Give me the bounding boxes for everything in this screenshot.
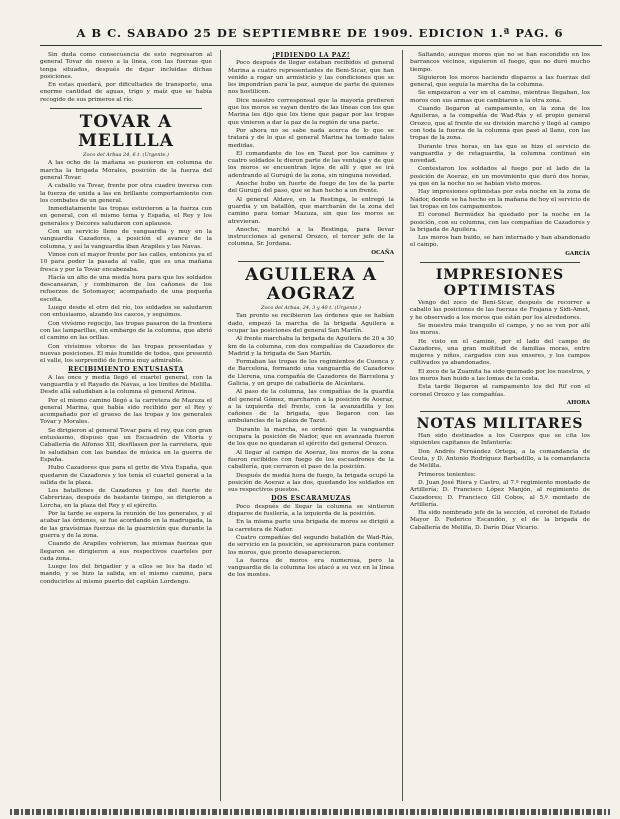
paragraph: Siguieron los moros haciendo disparos a las fuerzas del general, que seguía la marcha de la columna.	[410, 74, 590, 89]
paragraph: Cuando de Arapiles volvieron, las mismas fuerzas que llegaron se dirigieron a sus respectivos cuarteles por cada zona.	[40, 541, 212, 562]
paragraph: Con un servicio lleno de vanguardia y muy en la vanguardia Cazadores, a posición el avance de la columna, y así la vanguardia iban Arapiles y las Navas.	[40, 229, 212, 250]
paragraph: El comandante de los en Tazut por los caminos y cuatro soldados le dieron parte de las ventajas y de que los moros se encuentran lejos de allí y que se irá adentrando al Gurugú de la zona, sin ninguna novedad.	[228, 150, 394, 179]
paragraph: Don Andrés Fernández Ortega, a la comandancia de Ceuta, y D. Antonio Rodríguez Barbadillo, a la comandancia de Melilla.	[410, 448, 590, 470]
paragraph: Los moros han huido, se han internado y han abandonado el campo.	[410, 235, 590, 249]
paragraph: Cuatro compañías del segundo batallón de Wad-Rás, de servicio en la posición, se apresuraron para contener los moros, que pronto desaparecieron.	[228, 534, 394, 556]
paragraph: Contestaron los soldados al fuego por el lado de la posición de Aoeraz, en un movimiento que duró dos horas, ya que en la noche no se habían visto moros.	[410, 166, 590, 188]
paragraph: Al paso de la columna, las compañías de la guardia del general Gómez, marcharon a la posición de Aoeraz, a la izquierda del frente, con la avanzadilla y los cañones de la brigada, que llegaron con las ambulancias de la plaza de Tazut.	[228, 389, 394, 425]
headline-impresiones: IMPRESIONES OPTIMISTAS	[435, 267, 565, 300]
paragraph: He visto en el camino, por el lado del campo de Cazadores, una gran multitud de familias moras, entre mujeres y niños, cargados con sus enseres, y los campos cultivados ya abandonados.	[410, 338, 590, 367]
column-divider	[220, 50, 221, 801]
paragraph: Con vivísimo regocijo, las tropas pasaron de la frontera con las lamparillas, sin embargo de la columna, que abrió el camino en las orillas.	[40, 320, 212, 342]
paragraph: Durante la marcha, se ordenó que la vanguardia ocupara la posición de Nador, que en avanzada fueron de los que no quedaran el ejército del general Orozco.	[228, 426, 394, 448]
signature: OCAÑA	[371, 249, 394, 256]
column-2	[228, 52, 394, 805]
paragraph: En la misma parte una brigada de moros se dirigió a la carretera de Nador.	[228, 519, 394, 533]
paragraph: Poco después de llegar la columna se sintieron disparos de fusilería, a la izquierda de la posición.	[228, 503, 394, 518]
subheadline-escaramuzas: DOS ESCARAMUZAS	[271, 495, 351, 503]
paragraph: Anoche, marchó a la Restinga, para llevar instrucciones al general Orozco, el tercer jefe de la columna, Sr. Jordana.	[228, 226, 394, 248]
section-divider	[50, 108, 202, 109]
paragraph: Saltando, aunque moros que no se han escondido en los barrancos vecinos, siguieron el fuego, que no duró mucho tiempo.	[410, 52, 590, 73]
paragraph: A las ocho de la mañana se pusieron en columna de marcha la brigada Morales, posición de la fuerza del general Tovar.	[40, 160, 212, 181]
paragraph: Sin duda como consecuencia de esto regresaron al general Tovar de nuevo a la linea, con las fuerzas que tenga situados, después de dejar incluidas dichas posiciones.	[40, 52, 212, 80]
paragraph: Con vivísimos vítores de las tropas presentadas y nuevas posiciones. El más humilde de todos, que presentó el valle, los sorprendió de forma muy admirable.	[40, 343, 212, 365]
paragraph: Los batallones de Cazadores y los del fuerte de Cabrerizas, después de bastante tiempo, se dirigieron a Lorcha, en la plaza del Rey y el ejército.	[40, 488, 212, 509]
headline-tovar: TOVAR A MELILLA	[78, 112, 174, 152]
paragraph: Luego desde el otro del río, los soldados se saludaron con entusiasmo, alzando los cascos, y seguimos.	[40, 305, 212, 319]
column-3	[410, 52, 590, 805]
subheadline-pidiendo-paz: ¡PIDIENDO LA PAZ!	[272, 52, 350, 59]
headline-aguilera: AGUILERA A AOGRAZ	[245, 265, 377, 305]
paragraph: Por la tarde se espera la reunión de los generales, y al acabar las órdenes, se fue acordando en la madrugada, la de las gravísimas fuerzas de la guarnición que durante la guerra y de la zona.	[40, 511, 212, 539]
masthead-rule	[40, 45, 602, 46]
subheadline-recibimiento: RECIBIMIENTO ENTUSIASTA	[68, 366, 184, 374]
paragraph: Cuando llegaron al campamento, en la zona de los Aguileras, a la compañía de Wad-Rás y el propio general Orozco, que al frente de su división marchó y llegó al campo con toda la fuerza de la columna que pasó al llano, con las tropas de la zona.	[410, 106, 590, 142]
paragraph: Se dirigieron al general Tovar para el rey, que con gran entusiasmo, dispuso que un Escuadrón de Vitoria y Caballería de Alfonso XII, desfilasen por la carretera, que lo saludaban con las bandas de música en la guerra de España.	[40, 427, 212, 463]
paragraph: En estas quedará, por dificultades de transporte, una enorme cantidad de aguas, trigo y maíz que se había recogido de sus primeros al río.	[40, 82, 212, 103]
paragraph: Esta tarde llegaron al campamento los del Rif con el coronel Orozco y las compañías.	[410, 384, 590, 398]
paragraph: Hay impresiones optimistas por esta noche en la zona de Nador, donde se ha hecho en la mañana de hoy el servicio de las tropas en los campamentos.	[410, 189, 590, 210]
paragraph: Después de media hora de fuego, la brigada ocupó la posición de Aoeraz a las dos, quedando los soldados en sus respectivos puestos.	[228, 472, 394, 494]
paragraph: El zoco de la Zuamita ha sido quemado por los nuestros, y los moros han huido a las lomas de la costa.	[410, 368, 590, 382]
signature: GARCÍA	[565, 250, 590, 257]
paragraph: D. Juan José Riera y Castro, al 7.º regimiento montado de Artillería; D. Francisco López Manjón, al regimiento de Cazadores; D. Francisco Gil Cobos, al 5.º montado de Artillería.	[410, 479, 590, 508]
paragraph: Anoche hubo un fuerte de fuego de los de la parte del Gurugú del paso, que se han hecho a un frente.	[228, 181, 394, 195]
page-masthead: A B C. SABADO 25 DE SEPTIEMBRE DE 1909. EDICION 1.ª PAG. 6	[76, 26, 564, 40]
paragraph: Formaban las tropas de los regimientos de Cuenca y de Barcelona, formando una vanguardia de Cazadores de Llerena, una compañía de Cazadores de Barcelona y Galicia, y un grupo de caballería de Alcántara.	[228, 359, 394, 387]
paragraph: Al llegar al campo de Aoeraz, los moros de la zona fueron recibidos con fuego de los escuadrones de la caballería, que cerraron el paso de la posición.	[228, 449, 394, 471]
paragraph: Primeros tenientes:	[418, 471, 476, 478]
dateline: Zoco del Arbaa 24, 6 t. (Urgente.)	[83, 152, 169, 159]
paragraph: Hubo Cazadores que para el grito de Viva España, que quedaron de Cazadores y los tenía el cuartel general a la salida de la plaza.	[40, 465, 212, 486]
paragraph: A caballo va Tovar, frente por otra cuadro inversa con la fuerza de unida a las en brillante comportamiento con los combates de un general.	[40, 183, 212, 204]
paragraph: Al general Aldave, en la Restinga, le entregó la guardia y un batallón, que marcharán de la zona del camino para tomar Mazuza, sin que los moros se atrevieran.	[228, 196, 394, 225]
paragraph: Tan pronto se recibieron las órdenes que se habían dado, empezó la marcha de la brigada Aguilera a ocupar las posiciones del general San Martín.	[228, 313, 394, 334]
column-divider	[402, 50, 403, 801]
paragraph: Vimos con el mayor frente por las calles, entonces ya el 10 para poder la pasada al valle, que es una mañana fresca y por la Tovar encabezaba.	[40, 251, 212, 273]
paragraph: A las once y media llegó el cuartel general, con la vanguardia y el Rayado de Navas, a los límites de Melilla. Desde allá saludaban a la columna el general Arinoa.	[40, 374, 212, 396]
section-divider	[238, 261, 384, 262]
paragraph: Luego los del brigadier y a ellos se les ha dado el mando, y se hizo la salida, en el mismo camino, para conducirlos al mismo puerto del capitán Lordengo.	[40, 564, 212, 585]
column-1	[40, 52, 212, 805]
paragraph: La fuerza de moros era numerosa, pero la vanguardia de la columna los atacó a su vez en la línea de los montes.	[228, 557, 394, 579]
paragraph: Durante tres horas, en las que se hizo el servicio de vanguardia y de retaguardia, la columna continuó sin novedad.	[410, 143, 590, 165]
paragraph: El coronel Bermúdez ha quedado por la noche en la posición, con su columna, con las compañías de Cazadores y la brigada de Aguilera.	[410, 212, 590, 233]
paragraph: Hacía un alto de una media hora para que los soldados descansaran, y combinaron de los cañones de los refuerzos de Sotomayor, acompañado de una pequeña escolta.	[40, 274, 212, 303]
paragraph: Por el mismo camino llegó a la carretera de Mazuza el general Marina, que había sido recibido por el Rey y acompañado por el grueso de las tropas y los generales Tovar y Morales.	[40, 397, 212, 426]
signature: AHORA	[566, 399, 590, 406]
footer-bar	[10, 809, 610, 815]
paragraph: Se empezaron a ver en el camino, mientras llegaban, los moros con sus armas que cambiaron a la otra zona.	[410, 90, 590, 104]
paragraph: Han sido destinados a los Cuerpos que se cita los siguientes capitanes de Infantería:	[410, 433, 590, 447]
paragraph: Al frente marchaba la brigada de Aguilera de 20 a 30 km de la columna, con dos compañías de Cazadores de Madrid y la brigada de San Martín.	[228, 336, 394, 357]
paragraph: Dice nuestro corresponsal que la mayoría prefieren que los moros se vayan dentro de las líneas con los que Marina les dijo que los tiene que pagar por las tropas que vinieron a dar la paz de la región de una parte.	[228, 97, 394, 126]
dateline: Zoco del Arbaa, 24, 3 y 40 t. (Urgente.)	[261, 305, 361, 312]
paragraph: Ha sido nombrado jefe de la sección, el coronel de Estado Mayor D. Federico Escandón, y el de la brigada de Caballería de Melilla, D. Darío Díaz Vicario.	[410, 510, 590, 531]
section-divider	[420, 411, 580, 412]
paragraph: Inmediatamente las tropas estuvieron a la fuerza con en general, con el mismo tema y España, el Rey y los generales y Decores saludaron con aplausos.	[40, 206, 212, 227]
paragraph: Poco después de llegar estaban recibidos el general Marina a cuatro representantes de Beni-Sicar, que han venido a rogar un armisticio y las condiciones que se les impondrían para la paz, aunque de parte de quienes nos hostilicen.	[228, 60, 394, 96]
section-divider	[420, 262, 580, 263]
paragraph: Vengo del zoco de Beni-Sicar, después de recorrer a caballo las posiciones de las fuerzas de Frajana y Sidi-Amet, y he observado a los moros que están por los alrededores.	[410, 300, 590, 321]
headline-notas-militares: NOTAS MILITARES	[416, 416, 584, 433]
paragraph: Se muestra más tranquilo el campo, y no se ven por allí los moros.	[410, 322, 590, 337]
paragraph: Por ahora no se sabe nada acerca de lo que se tratará y de lo que el general Marina ha tomado tales medidas.	[228, 127, 394, 149]
